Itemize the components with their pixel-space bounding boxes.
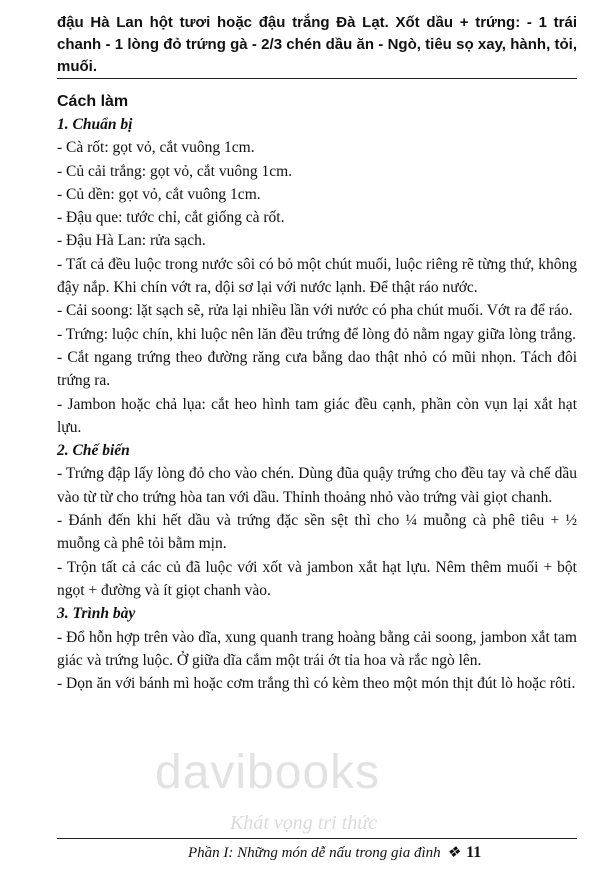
top-rule [57,78,577,79]
instruction-line: - Đậu Hà Lan: rửa sạch. [57,232,206,250]
instruction-paragraph: - Trộn tất cả các củ đã luộc với xốt và jambon xắt hạt lựu. Nêm thêm muối + bột ngọt + đường và ít giọt chanh vào. [57,558,577,599]
bottom-rule [57,838,577,839]
instruction-paragraph: - Dọn ăn với bánh mì hoặc cơm trắng thì có kèm theo một món thịt đút lò hoặc rôti. [57,675,576,693]
instruction-paragraph: - Trứng: luộc chín, khi luộc nên lăn đều trứng để lòng đỏ nằm ngay giữa lòng trắng. [57,325,576,343]
instruction-line: - Củ dền: gọt vỏ, cắt vuông 1cm. [57,185,261,203]
watermark-tagline: Khát vọng tri thức [230,812,378,834]
instruction-paragraph: - Cắt ngang trứng theo đường răng cưa bằng dao thật nhỏ có mũi nhọn. Tách đôi trứng ra. [57,348,577,390]
instruction-line: - Cà rốt: gọt vỏ, cắt vuông 1cm. [57,139,255,157]
instruction-paragraph: - Trứng đập lấy lòng đỏ cho vào chén. Dùng đũa quậy trứng cho đều tay và chế dầu vào từ từ cho trứng hòa tan với dầu. Thỉnh thoảng nhỏ vào trứng vài giọt chanh. [57,465,577,506]
footer-chapter-title: Phần I: Những món dễ nấu trong gia đình [188,845,441,861]
instruction-paragraph: - Jambon hoặc chả lụa: cắt heo hình tam giác đều cạnh, phần còn vụn lại xắt hạt lựu. [57,395,577,436]
instruction-line: - Đậu que: tước chỉ, cắt giống cà rốt. [57,209,285,227]
section-heading: Cách làm [57,93,129,110]
step-heading-cook: 2. Chế biến [57,442,130,460]
step-heading-present: 3. Trình bày [57,605,136,623]
instruction-paragraph: - Đánh đến khi hết dầu và trứng đặc sền sệt thì cho ¼ muỗng cà phê tiêu + ½ muỗng cà phê tỏi bằm mịn. [57,512,577,553]
step-heading-prepare: 1. Chuẩn bị [57,116,133,133]
watermark-logo: davibooks [155,746,381,799]
instruction-line: - Củ cải trắng: gọt vỏ, cắt vuông 1cm. [57,162,293,180]
instruction-paragraph: - Cải soong: lặt sạch sẽ, rửa lại nhiều lần với nước có pha chút muối. Vớt ra để ráo. [57,302,573,320]
intro-paragraph: đậu Hà Lan hột tươi hoặc đậu trắng Đà Lạt. Xốt dầu + trứng: - 1 trái chanh - 1 lòng đỏ trứng gà - 2/3 chén dầu ăn - Ngò, tiêu sọ xay, hành, tỏi, muối. [57,14,577,75]
instruction-paragraph: - Đổ hỗn hợp trên vào dĩa, xung quanh trang hoàng bằng cải soong, jambon xắt tam giác và trứng luộc. Ở giữa dĩa cắm một trái ớt tỉa hoa và rắc ngò lên. [57,628,577,669]
instruction-paragraph: - Tất cả đều luộc trong nước sôi có bỏ một chút muối, luộc riêng rẽ từng thứ, không đậy nắp. Khi chín vớt ra, dội sơ lại với nước lạnh. Để thật ráo nước. [57,255,577,297]
footer-separator-icon: ❖ [446,845,461,861]
page-number: 11 [466,844,482,861]
recipe-content [57,113,577,695]
page-footer [188,842,578,864]
